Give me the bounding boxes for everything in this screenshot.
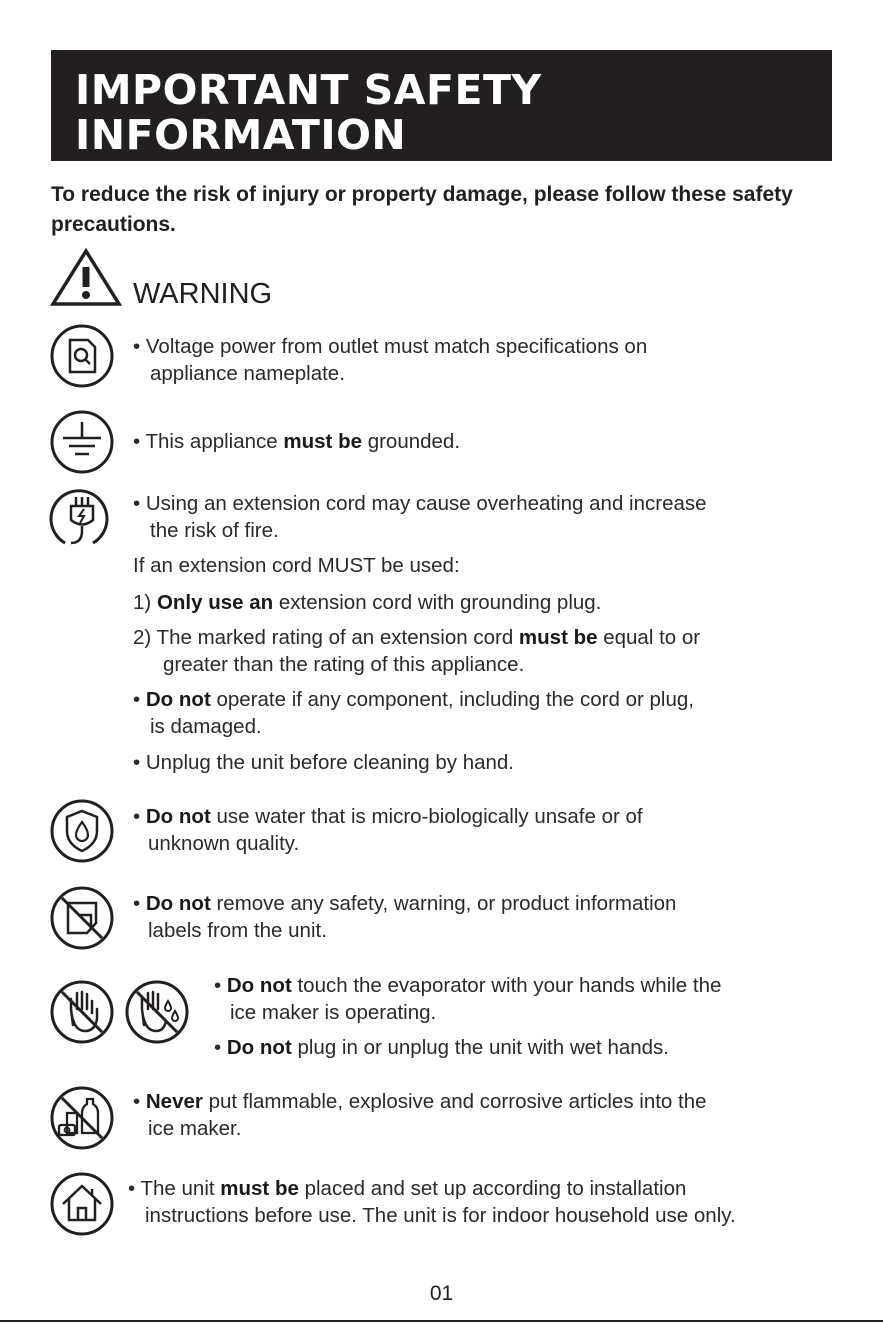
- wet-hands-text: • Do not plug in or unplug the unit with wet hands.: [214, 1036, 669, 1059]
- warning-title: WARNING: [133, 278, 273, 310]
- voltage-text-1: • Voltage power from outlet must match specifications on: [133, 335, 648, 358]
- extension-text-2: the risk of fire.: [150, 519, 279, 542]
- install-text-2: instructions before use. The unit is for indoor household use only.: [145, 1204, 736, 1227]
- water-text-2: unknown quality.: [148, 832, 300, 855]
- install-text-1: • The unit must be placed and set up according to installation: [128, 1177, 687, 1200]
- extension-step-2-cont: greater than the rating of this appliance.: [163, 653, 525, 676]
- ground-text: • This appliance must be grounded.: [133, 430, 461, 453]
- bottom-rule: [0, 1320, 883, 1322]
- flammable-text-1: • Never put flammable, explosive and corrosive articles into the: [133, 1090, 707, 1113]
- nameplate-inspect-icon: [49, 323, 115, 389]
- flammable-text-2: ice maker.: [148, 1117, 242, 1140]
- title-banner: [51, 50, 832, 161]
- no-touch-hand-icon: [49, 979, 115, 1045]
- extension-step-1: 1) Only use an extension cord with grounding plug.: [133, 591, 602, 614]
- warning-triangle-icon: [48, 245, 124, 309]
- extension-step-2: 2) The marked rating of an extension cord must be equal to or: [133, 626, 701, 649]
- title-line-1: IMPORTANT SAFETY: [75, 66, 542, 114]
- labels-text-2: labels from the unit.: [148, 919, 327, 942]
- indoor-house-icon: [49, 1171, 115, 1237]
- no-label-removal-icon: [49, 885, 115, 951]
- extension-text-3: If an extension cord MUST be used:: [133, 554, 460, 577]
- water-text-1: • Do not use water that is micro-biologically unsafe or of: [133, 805, 643, 828]
- title-line-2: INFORMATION: [75, 111, 407, 159]
- voltage-text-2: appliance nameplate.: [150, 362, 345, 385]
- page-number: 01: [429, 1282, 454, 1305]
- ground-icon: [49, 409, 115, 475]
- no-wet-hand-icon: [124, 979, 190, 1045]
- damaged-text-2: is damaged.: [150, 715, 262, 738]
- labels-text-1: • Do not remove any safety, warning, or product information: [133, 892, 677, 915]
- plug-icon: [49, 485, 115, 551]
- intro-text: To reduce the risk of injury or property damage, please follow these safety precautions.: [51, 183, 793, 236]
- damaged-text-1: • Do not operate if any component, including the cord or plug,: [133, 688, 694, 711]
- hands-text-1: • Do not touch the evaporator with your hands while the: [214, 974, 722, 997]
- hands-text-2: ice maker is operating.: [230, 1001, 437, 1024]
- extension-text-1: • Using an extension cord may cause overheating and increase: [133, 492, 707, 515]
- no-flammable-items-icon: [49, 1085, 115, 1151]
- unplug-text: • Unplug the unit before cleaning by hand.: [133, 751, 515, 774]
- water-shield-icon: [49, 798, 115, 864]
